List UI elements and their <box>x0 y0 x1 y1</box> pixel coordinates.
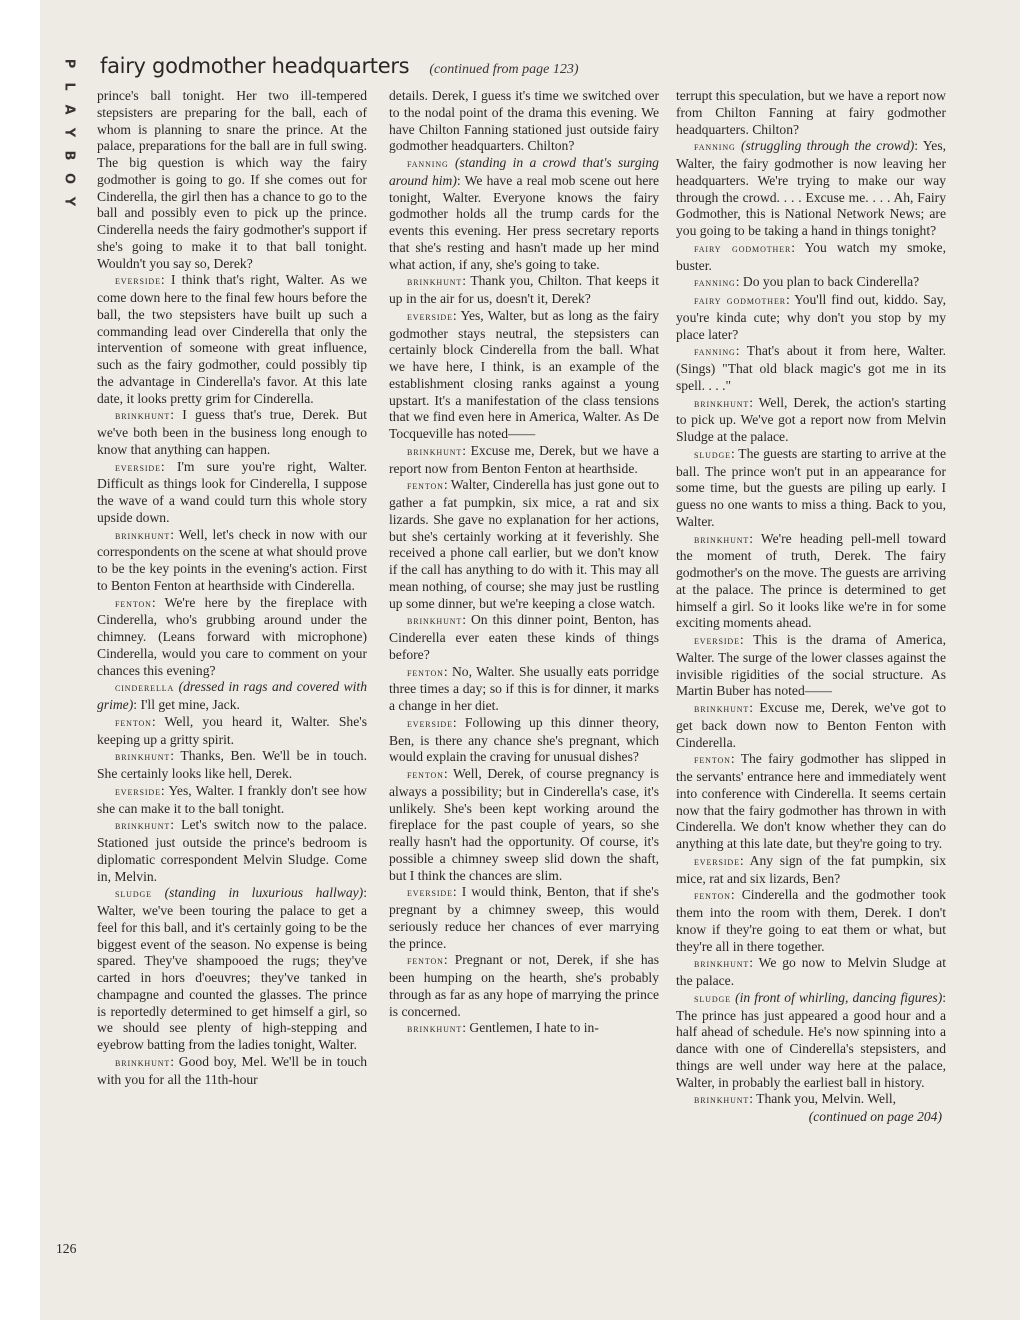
dialogue-text: We're here by the fireplace with Cinderella, who's grubbing around under the chimney. (Leans forward with microphone) Cinderella, would you care to comment on your chances this evening? <box>97 594 367 678</box>
stage-direction: (dressed in rags and covered with grime) <box>97 679 367 712</box>
dialogue-paragraph: brinkhunt: I guess that's true, Derek. But we've both been in the business long enough to know that anything can happen. <box>97 407 367 457</box>
dialogue-paragraph: sludge (in front of whirling, dancing figures): The prince has just appeared a good hour and a half ahead of schedule. He's now spinning into a dance with one of Cinderella's stepsisters, and things are well under way here at the palace, Walter, in probably the earliest ball in history. <box>676 989 947 1090</box>
stage-direction: (standing in luxurious hallway) <box>164 885 364 901</box>
dialogue-text: terrupt this speculation, but we have a report now from Chilton Fanning at fairy godmother headquarters. Chilton? <box>676 88 946 137</box>
speaker-name: brinkhunt <box>407 1023 463 1036</box>
dialogue-paragraph <box>97 88 367 272</box>
dialogue-text: I'm sure you're right, Walter. Difficult as things look for Cinderella, I suppose the wave of a wand could turn this whole story upside down. <box>97 458 367 525</box>
dialogue-text: Walter, Cinderella has just gone out to gather a fat pumpkin, six mice, a rat and six lizards. She gave no explanation for her actions, but she's certainly working at it feverishly. She received a phone call earlier, but we don't know if the call has anything to do with it. This may all mean nothing, of course; she may just be rustling up some dinner, but we're keeping a close watch. <box>389 477 659 611</box>
dialogue-text: Well, you heard it, Walter. She's keeping up a gritty spirit. <box>97 713 368 747</box>
dialogue-paragraph: brinkhunt: On this dinner point, Benton, has Cinderella ever eaten these kinds of things before? <box>389 612 659 662</box>
article-header <box>100 54 579 78</box>
dialogue-text: Yes, Walter, but as long as the fairy godmother stays neutral, the stepsisters can certainly block Cinderella from the ball. What we have here, I think, is an example of the establishment closing ranks against a young upstart. It's a manifestation of the class tensions that we find even here in America, Walter. As De Tocqueville has noted—— <box>389 307 660 441</box>
dialogue-paragraph: fanning (struggling through the crowd): Yes, Walter, the fairy godmother is now leaving her headquarters. We're trying to make our way through the crowd. . . . Excuse me. . . . Ah, Fairy Godmother, this is National Network News; are you going to be taking a hand in things tonight? <box>676 138 947 238</box>
dialogue-paragraph: sludge (standing in luxurious hallway): Walter, we've been touring the palace to get a feel for this ball, and it's certainly going to be the biggest event of the season. No expense is being spared. They've shampooed the rugs; they've carted in hors d'oeuvres; they've tanked in champagne and counted the glasses. The prince is reportedly determined to get himself a girl, so we should see plenty of high-stepping and eyebrow batting from the ladies tonight, Walter. <box>97 885 367 1052</box>
speaker-name: fenton <box>407 480 444 493</box>
speaker-name: everside <box>115 461 161 474</box>
brand-letter: P <box>61 58 77 69</box>
dialogue-paragraph: fanning: That's about it from here, Walter. (Sings) "That old black magic's got me in its spell. . . ." <box>676 343 947 393</box>
dialogue-text: Thank you, Melvin. Well, <box>756 1091 897 1107</box>
dialogue-paragraph: fenton: No, Walter. She usually eats porridge three times a day; so if this is for dinner, it marks a change in her diet. <box>389 663 659 713</box>
dialogue-paragraph: fanning (standing in a crowd that's surging around him): We have a real mob scene out here tonight, Walter. Everyone knows the fairy godmother holds all the trump cards for the events this evening. Her press secretary reports that she's resting and hasn't made up her mind what action, if any, she's going to take. <box>389 155 659 272</box>
dialogue-paragraph: brinkhunt: Well, let's check in now with our correspondents on the scene at what should prove to be the key points in the evening's action. First to Benton Fenton at hearthside with Cinderella. <box>97 526 367 593</box>
dialogue-paragraph: everside: I think that's right, Walter. As we come down here to the final few hours before the ball, the two stepsisters have built up such a commanding lead over Cinderella that only the intervention of someone with great influence, such as the fairy godmother, could possibly tip the advantage in Cinderella's favor. At this late date, it looks pretty grim for Cinderella. <box>97 272 367 406</box>
article-title: fairy godmother headquarters <box>100 54 410 78</box>
dialogue-text: You'll find out, kiddo. Say, you're kinda cute; why don't you stop by my place later? <box>676 292 946 342</box>
speaker-name: fanning <box>694 141 736 154</box>
dialogue-text: I think that's right, Walter. As we come down here to the final few hours before the ball, the two stepsisters have built up such a commanding lead over Cinderella that only the intervention of someone with great influence, such as the fairy godmother, could possibly tip the advantage in Cinderella's favor. At this late date, it looks pretty grim for Cinderella. <box>97 272 367 406</box>
speaker-name: everside <box>694 855 740 868</box>
speaker-name: everside <box>407 887 453 900</box>
speaker-name: brinkhunt <box>115 529 171 542</box>
speaker-name: sludge <box>694 448 731 461</box>
dialogue-paragraph: brinkhunt: Excuse me, Derek, but we have a report now from Benton Fenton at hearthside. <box>389 442 659 476</box>
speaker-name: brinkhunt <box>115 1056 171 1069</box>
dialogue-text: Well, Derek, the action's starting to pick up. We've got a report now from Melvin Sludge at the palace. <box>676 394 946 444</box>
dialogue-text: You watch my smoke, buster. <box>676 239 946 273</box>
dialogue-paragraph <box>676 88 946 138</box>
dialogue-paragraph: everside: Following up this dinner theory, Ben, is there any chance she's pregnant, which would explain the craving for unusual dishes? <box>389 714 659 765</box>
dialogue-paragraph: cinderella (dressed in rags and covered with grime): I'll get mine, Jack. <box>97 679 367 712</box>
speaker-name: fenton <box>407 769 444 781</box>
dialogue-paragraph: fenton: Walter, Cinderella has just gone out to gather a fat pumpkin, six mice, a rat and six lizards. She gave no explanation for her actions, but she's certainly working at it feverishly. She received a phone call earlier, but we don't know if the call has anything to do with it. This may all mean nothing, of course; she may just be rustling up some dinner, but we're keeping a close watch. <box>389 477 659 611</box>
stage-direction: (standing in a crowd that's surging around him) <box>389 155 659 188</box>
dialogue-paragraph: brinkhunt: We're heading pell-mell toward the moment of truth, Derek. The fairy godmother's on the move. The guests are arriving at the palace. The prince is determined to get himself a girl. So it looks like we're in for some exciting moments ahead. <box>676 530 946 631</box>
brand-letter: O <box>61 172 77 185</box>
speaker-name: brinkhunt <box>694 703 750 715</box>
dialogue-text: This is the drama of America, Walter. The surge of the lower classes against the invisible rigidities of the social structure. As Martin Buber has noted—— <box>676 632 946 699</box>
dialogue-paragraph: brinkhunt: Well, Derek, the action's starting to pick up. We've got a report now from Melvin Sludge at the palace. <box>676 394 946 444</box>
dialogue-paragraph: brinkhunt: Thank you, Melvin. Well, <box>694 1091 897 1107</box>
dialogue-paragraph: fairy godmother: You watch my smoke, buster. <box>676 239 946 273</box>
speaker-name: brinkhunt <box>694 958 750 971</box>
speaker-name: sludge <box>115 888 152 901</box>
dialogue-text: Do you plan to back Cinderella? <box>742 274 920 290</box>
dialogue-paragraph <box>389 88 659 155</box>
speaker-name: fairy godmother <box>694 295 786 307</box>
stage-direction: (struggling through the crowd) <box>740 138 915 154</box>
dialogue-paragraph: fenton: Well, Derek, of course pregnancy is always a possibility; but in Cinderella's case, it's unlikely. She's been kept working around the fireplace for the past couple of years, so she really hasn't had the opportunity. Of course, it's possible a chimney sweep slid down the shaft, but I think the chances are slim. <box>389 766 659 883</box>
dialogue-text: That's about it from here, Walter. (Sings) "That old black magic's got me in its spell. . . ." <box>676 343 947 393</box>
brand-letter: B <box>61 150 77 161</box>
brand-letter: Y <box>61 196 77 207</box>
dialogue-paragraph: fenton: Cinderella and the godmother took them into the room with them, Derek. I don't know if they're going to eat them or what, but they're all in there together. <box>676 887 946 954</box>
speaker-name: fenton <box>694 754 731 767</box>
dialogue-paragraph: brinkhunt: Good boy, Mel. We'll be in touch with you for all the 11th-hour <box>97 1053 367 1087</box>
dialogue-text: Good boy, Mel. We'll be in touch with you for all the 11th-hour <box>97 1053 367 1087</box>
continued-on-note: (continued on page 204) <box>808 1109 942 1124</box>
dialogue-text: Following up this dinner theory, Ben, is there any chance she's pregnant, which would explain the craving for unusual dishes? <box>389 714 659 765</box>
dialogue-paragraph: everside: I would think, Benton, that if she's pregnant by a chimney sweep, this would seriously reduce her chances of ever marrying the prince. <box>389 884 659 951</box>
dialogue-text: Excuse me, Derek, but we have a report now from Benton Fenton at hearthside. <box>389 442 659 476</box>
speaker-name: brinkhunt <box>115 410 171 423</box>
speaker-name: fanning <box>694 346 736 359</box>
speaker-name: everside <box>407 310 453 323</box>
speaker-name: brinkhunt <box>115 751 171 764</box>
brand-letter: Y <box>61 127 77 138</box>
speaker-name: brinkhunt <box>115 820 171 833</box>
speaker-name: everside <box>694 635 740 647</box>
magazine-brand-vertical <box>56 52 82 213</box>
dialogue-paragraph: everside: Yes, Walter, but as long as the fairy godmother stays neutral, the stepsisters can certainly block Cinderella from the ball. What we have here, I think, is an example of the establishment closing ranks against a young upstart. It's a manifestation of the class tensions that we find even here in America, Walter. As De Tocqueville has noted—— <box>389 307 660 441</box>
brand-letter: L <box>61 82 77 91</box>
dialogue-text: Well, Derek, of course pregnancy is always a possibility; but in Cinderella's case, it's unlikely. She's been kept working around the fireplace for the past couple of years, so she really hasn't had the opportunity. Of course, it's possible a chimney sweep slid down the shaft, but I think the chances are slim. <box>389 766 659 883</box>
dialogue-text: Gentlemen, I hate to in- <box>469 1020 599 1036</box>
dialogue-paragraph: everside: Yes, Walter. I frankly don't see how she can make it to the ball tonight. <box>97 782 367 816</box>
dialogue-paragraph: brinkhunt: Gentlemen, I hate to in- <box>407 1020 599 1036</box>
dialogue-paragraph: fenton: The fairy godmother has slipped in the servants' entrance here and immediately went into conference with Cinderella. It seems certain now that the fairy godmother has thrown in with Cinderella. We don't know whether they can do anything at this late date, but they're going to try. <box>676 751 946 851</box>
speaker-name: brinkhunt <box>694 1094 750 1107</box>
dialogue-paragraph: brinkhunt: Thanks, Ben. We'll be in touch. She certainly looks like hell, Derek. <box>97 748 367 781</box>
dialogue-paragraph: fairy godmother: You'll find out, kiddo. Say, you're kinda cute; why don't you stop by my place later? <box>676 292 946 342</box>
dialogue-paragraph: brinkhunt: Thank you, Chilton. That keeps it up in the air for us, doesn't it, Derek? <box>389 273 659 306</box>
dialogue-text: We're heading pell-mell toward the moment of truth, Derek. The fairy godmother's on the move. The guests are arriving at the palace. The prince is determined to get himself a girl. So it looks like we're in for some exciting moments ahead. <box>676 530 946 631</box>
speaker-name: fanning <box>694 277 736 290</box>
article-continued-from: (continued from page 123) <box>429 62 579 77</box>
speaker-name: fanning <box>407 158 449 170</box>
speaker-name: sludge <box>694 992 731 1005</box>
dialogue-paragraph: sludge: The guests are starting to arrive at the ball. The prince won't put in an appearance for some time, but the guests are piling up early. I guess no one wants to miss a thing. Back to you, Walter. <box>676 445 946 529</box>
dialogue-text: We go now to Melvin Sludge at the palace. <box>676 955 946 988</box>
dialogue-text: I'll get mine, Jack. <box>140 697 240 712</box>
speaker-name: fenton <box>115 597 152 610</box>
brand-letter: A <box>61 104 77 115</box>
text-column-1 <box>97 88 367 1088</box>
dialogue-text: On this dinner point, Benton, has Cinderella ever eaten these kinds of things before? <box>389 612 659 662</box>
dialogue-text: The guests are starting to arrive at the ball. The prince won't put in an appearance for some time, but the guests are piling up early. I guess no one wants to miss a thing. Back to you, Walter. <box>676 445 946 529</box>
dialogue-text: Excuse me, Derek, we've got to get back down now to Benton Fenton with Cinderella. <box>676 700 946 750</box>
text-column-2 <box>389 88 659 1038</box>
dialogue-paragraph: brinkhunt: Let's switch now to the palace. Stationed just outside the prince's bedroom is diplomatic correspondent Melvin Sludge. Come in, Melvin. <box>97 817 367 884</box>
dialogue-text: The prince has just appeared a good hour and a half ahead of schedule. He's now spinning into a dance with one of Cinderella's stepsisters, and things are well under way here at the palace, Walter, in probably the earliest ball in history. <box>676 1007 946 1090</box>
dialogue-text: Any sign of the fat pumpkin, six mice, rat and six lizards, Ben? <box>676 852 946 886</box>
dialogue-paragraph: fenton: Well, you heard it, Walter. She's keeping up a gritty spirit. <box>97 713 368 747</box>
dialogue-paragraph: everside: Any sign of the fat pumpkin, six mice, rat and six lizards, Ben? <box>676 852 946 886</box>
dialogue-text: I would think, Benton, that if she's pregnant by a chimney sweep, this would seriously reduce her chances of ever marrying the prince. <box>389 884 659 951</box>
dialogue-text: Let's switch now to the palace. Stationed just outside the prince's bedroom is diplomatic correspondent Melvin Sludge. Come in, Melvin. <box>97 817 367 884</box>
dialogue-paragraph: brinkhunt: Excuse me, Derek, we've got to get back down now to Benton Fenton with Cinderella. <box>676 700 946 750</box>
dialogue-paragraph: brinkhunt: We go now to Melvin Sludge at the palace. <box>676 955 946 988</box>
dialogue-text: I guess that's true, Derek. But we've both been in the business long enough to know that anything can happen. <box>97 407 367 457</box>
dialogue-paragraph: fenton: We're here by the fireplace with Cinderella, who's grubbing around under the chimney. (Leans forward with microphone) Cinderella, would you care to comment on your chances this evening? <box>97 594 367 678</box>
speaker-name: brinkhunt <box>407 445 463 458</box>
speaker-name: fenton <box>407 955 444 968</box>
dialogue-paragraph: fenton: Pregnant or not, Derek, if she has been humping on the hearth, she's probably through as far as any hope of marrying the prince is concerned. <box>389 952 659 1019</box>
speaker-name: cinderella <box>115 682 175 695</box>
dialogue-text: Yes, Walter. I frankly don't see how she can make it to the ball tonight. <box>97 782 367 816</box>
dialogue-text: Thanks, Ben. We'll be in touch. She certainly looks like hell, Derek. <box>97 748 367 781</box>
speaker-name: fenton <box>694 890 731 903</box>
dialogue-text: Pregnant or not, Derek, if she has been humping on the hearth, she's probably through as far as any hope of marrying the prince is concerned. <box>389 952 659 1019</box>
dialogue-paragraph: everside: I'm sure you're right, Walter. Difficult as things look for Cinderella, I suppose the wave of a wand could turn this whole story upside down. <box>97 458 367 525</box>
dialogue-text: The fairy godmother has slipped in the servants' entrance here and immediately went into conference with Cinderella. It seems certain now that the fairy godmother has thrown in with Cinderella. We don't know whether they can do anything at this late date, but they're going to try. <box>676 751 946 851</box>
speaker-name: brinkhunt <box>407 276 463 289</box>
speaker-name: brinkhunt <box>694 397 750 410</box>
dialogue-text: details. Derek, I guess it's time we switched over to the nodal point of the drama this evening. We have Chilton Fanning stationed just outside fairy godmother headquarters. Chilton? <box>389 88 659 154</box>
speaker-name: everside <box>115 785 161 798</box>
speaker-name: fenton <box>115 716 152 729</box>
speaker-name: brinkhunt <box>407 615 463 628</box>
dialogue-text: We have a real mob scene out here tonight, Walter. Everyone knows the fairy godmother holds all the trump cards for the events this evening. Her press secretary reports that she's resting and hasn't made up her mind what action, if any, she's going to take. <box>389 172 659 272</box>
dialogue-paragraph: fanning: Do you plan to back Cinderella? <box>694 274 920 290</box>
dialogue-text: Well, let's check in now with our correspondents on the scene at what should prove to be the key points in the evening's action. First to Benton Fenton at hearthside with Cinderella. <box>97 526 367 593</box>
text-column-3 <box>676 88 946 1126</box>
dialogue-text: Cinderella and the godmother took them into the room with them, Derek. I don't know if they're going to eat them or what, but they're all in there together. <box>676 887 946 954</box>
speaker-name: everside <box>407 717 453 730</box>
dialogue-text: No, Walter. She usually eats porridge three times a day; so if this is for dinner, it marks a change in her diet. <box>389 663 659 713</box>
stage-direction: (in front of whirling, dancing figures) <box>735 989 943 1005</box>
speaker-name: fairy godmother <box>694 242 792 255</box>
dialogue-text: Thank you, Chilton. That keeps it up in the air for us, doesn't it, Derek? <box>389 273 659 306</box>
speaker-name: fenton <box>407 666 444 679</box>
page-number: 126 <box>56 1241 77 1256</box>
dialogue-paragraph: everside: This is the drama of America, Walter. The surge of the lower classes against the invisible rigidities of the social structure. As Martin Buber has noted—— <box>676 632 946 699</box>
speaker-name: everside <box>115 275 161 288</box>
speaker-name: brinkhunt <box>694 533 750 546</box>
dialogue-text: Yes, Walter, the fairy godmother is now leaving her headquarters. We're trying to make our way through the crowd. . . . Excuse me. . . . Ah, Fairy Godmother, this is National Network News; are you going to be taking a hand in things tonight? <box>676 138 947 238</box>
dialogue-text: prince's ball tonight. Her two ill-tempered stepsisters are preparing for the ball, each of whom is planning to snare the prince. At the palace, preparations for the ball are in full swing. The big question is which way the fairy godmother is going to go. If she comes out for Cinderella, the girl then has a chance to go to the ball and possibly even to pick up the prince. Cinderella needs the fairy godmother's support if she's going to make it to that ball tonight. Wouldn't you say so, Derek? <box>97 88 367 271</box>
dialogue-text: Walter, we've been touring the palace to get a feel for this ball, and it's certainly going to be the biggest event of the season. No expense is being spared. They've shampooed the rugs; they've carted in hors d'oeuvres; they've tanked in champagne and counted the glasses. The prince is reportedly determined to get himself a girl, so we should see plenty of high-stepping and eyebrow batting from the ladies tonight, Walter. <box>97 903 367 1052</box>
